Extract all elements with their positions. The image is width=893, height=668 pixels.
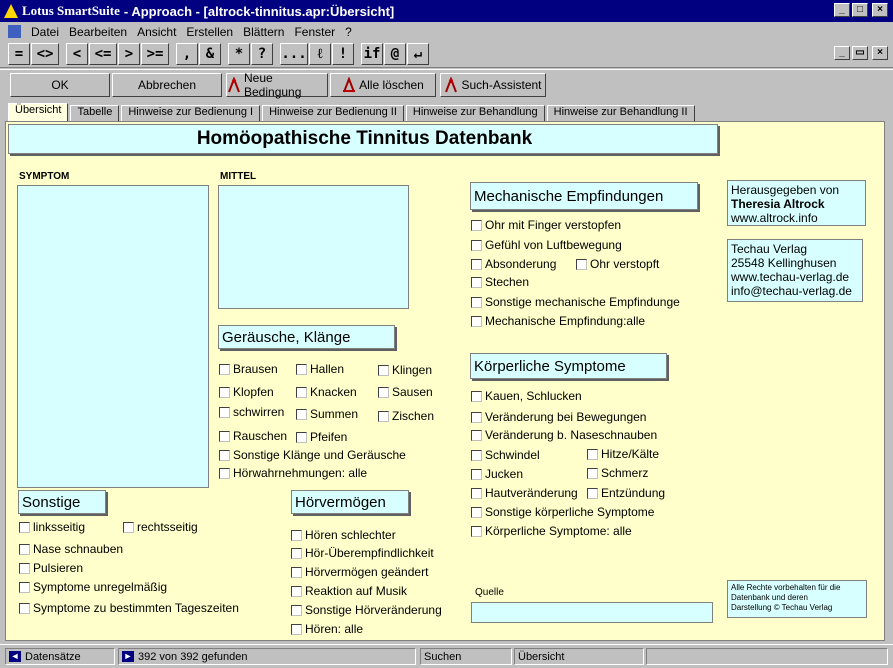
hoervermoegen-header: Hörvermögen [291,490,409,514]
symbol-enter-button[interactable]: ↵ [407,43,429,65]
records-field[interactable]: ◄ Datensätze [5,648,115,665]
assistant-icon [444,77,458,93]
view-field[interactable]: Übersicht [514,648,644,665]
search-assistant-label: Such-Assistent [461,78,542,92]
symbol-ampersand-button[interactable]: & [199,43,221,65]
cb-knacken[interactable]: Knacken [296,385,357,399]
verlag-box: Techau Verlag 25548 Kellinghusen www.techau-verlag.de info@techau-verlag.de [727,239,863,302]
cb-entzuendung[interactable]: Entzündung [587,486,665,500]
doc-minimize-button[interactable]: _ [834,46,850,60]
symbol-ellipsis-button[interactable]: ... [280,43,308,65]
cb-schwindel[interactable]: Schwindel [471,448,540,462]
mittel-label: MITTEL [220,171,257,182]
cb-hoer-ueberempfindlichkeit[interactable]: Hör-Überempfindlichkeit [291,546,434,560]
cb-rechtsseitig[interactable]: rechtsseitig [123,520,198,534]
cb-sonstige-mechanisch[interactable]: Sonstige mechanische Empfindunge [471,295,680,309]
mittel-field[interactable] [218,185,409,309]
doc-close-button[interactable]: × [872,46,888,60]
form-title: Homöopathische Tinnitus Datenbank [8,124,718,154]
mechanisch-header: Mechanische Empfindungen [470,182,698,210]
menu-blaettern[interactable]: Blättern [243,24,285,39]
cb-hoerwahrnehmungen-alle[interactable]: Hörwahrnehmungen: alle [219,466,367,480]
mode-field[interactable]: Suchen [420,648,512,665]
doc-icon[interactable] [8,25,21,38]
copyright-box: Alle Rechte vorbehalten für die Datenbank und deren Darstellung © Techau Verlag [727,580,867,618]
cb-symptome-unregelmaessig[interactable]: Symptome unregelmäßig [19,580,179,594]
cb-hoeren-alle[interactable]: Hören: alle [291,622,363,636]
geraeusche-header: Geräusche, Klänge [218,325,395,349]
action-bar [0,69,893,99]
cb-sonstige-klaenge[interactable]: Sonstige Klänge und Geräusche [219,448,406,462]
cb-hallen[interactable]: Hallen [296,362,344,376]
menu-bearbeiten[interactable]: Bearbeiten [69,24,128,39]
ok-button[interactable]: OK [10,73,110,97]
symbol-toolbar [0,41,893,68]
symbol-equals-button[interactable]: = [8,43,30,65]
cb-stechen[interactable]: Stechen [471,275,529,289]
cancel-button[interactable]: Abbrechen [112,73,222,97]
window-title: - Approach - [altrock-tinnitus.apr:Übersicht] [123,3,395,19]
cb-hitze-kaelte[interactable]: Hitze/Kälte [587,447,659,461]
menu-datei[interactable]: Datei [31,24,60,39]
cb-klopfen[interactable]: Klopfen [219,385,274,399]
cb-reaktion-musik[interactable]: Reaktion auf Musik [291,584,407,598]
condition-icon [227,77,241,93]
tab-behandlung-1[interactable]: Hinweise zur Behandlung [406,105,545,122]
app-icon [4,4,18,18]
quelle-label: Quelle [475,587,504,598]
symbol-exclaim-button[interactable]: ! [332,43,354,65]
sonstige-header: Sonstige [18,490,106,514]
tab-behandlung-2[interactable]: Hinweise zur Behandlung II [547,105,695,122]
koerperlich-header: Körperliche Symptome [470,353,667,379]
cb-ohr-finger[interactable]: Ohr mit Finger verstopfen [471,218,621,232]
cb-ohr-verstopft[interactable]: Ohr verstopft [576,257,659,271]
symbol-gt-button[interactable]: > [118,43,140,65]
view-tabs [0,102,893,122]
symbol-at-button[interactable]: @ [384,43,406,65]
cb-absonderung[interactable]: Absonderung [471,257,556,271]
symbol-asterisk-button[interactable]: * [228,43,250,65]
new-condition-label: Neue Bedingung [244,71,302,99]
cb-brausen[interactable]: Brausen [219,362,278,376]
cb-koerperlich-alle[interactable]: Körperliche Symptome: alle [471,524,632,538]
records-icon: ◄ [10,651,20,661]
find-form [5,121,885,641]
cb-sonstige-koerperlich[interactable]: Sonstige körperliche Symptome [471,505,654,519]
symbol-lt-button[interactable]: < [66,43,88,65]
tab-tabelle[interactable]: Tabelle [70,105,119,122]
new-condition-button[interactable] [226,73,328,97]
maximize-button[interactable]: □ [852,3,868,17]
search-assistant-button[interactable] [440,73,546,97]
cb-klingen[interactable]: Klingen [378,363,432,377]
minimize-button[interactable]: _ [834,3,850,17]
cb-pulsieren[interactable]: Pulsieren [19,561,83,575]
found-field[interactable]: ► 392 von 392 gefunden [118,648,416,665]
cb-sonstige-hoerveraenderung[interactable]: Sonstige Hörveränderung [291,603,442,617]
cb-linksseitig[interactable]: linksseitig [19,520,85,534]
cb-summen[interactable]: Summen [296,407,358,421]
cb-mechanisch-alle[interactable]: Mechanische Empfindung:alle [471,314,645,328]
cb-rauschen[interactable]: Rauschen [219,429,287,443]
cb-zischen[interactable]: Zischen [378,409,434,423]
symbol-soundslike-button[interactable]: ℓ [309,43,331,65]
cb-symptome-tageszeiten[interactable]: Symptome zu bestimmten Tageszeiten [19,601,239,615]
delete-all-label: Alle löschen [359,78,424,92]
symptom-label: SYMPTOM [19,171,70,182]
symbol-gte-button[interactable]: >= [141,43,169,65]
status-bar [0,644,893,666]
symbol-if-button[interactable]: if [361,43,383,65]
cb-hoeren-schlechter[interactable]: Hören schlechter [291,528,396,542]
cb-sausen[interactable]: Sausen [378,385,433,399]
cb-schmerz[interactable]: Schmerz [587,466,648,480]
menu-ansicht[interactable]: Ansicht [137,24,177,39]
quelle-field[interactable] [471,602,713,623]
delete-icon [342,77,356,93]
cb-luftbewegung[interactable]: Gefühl von Luftbewegung [471,238,622,252]
menu-fenster[interactable]: Fenster [294,24,336,39]
title-bar [0,0,893,22]
tab-uebersicht[interactable]: Übersicht [8,103,68,122]
tab-bedienung-1[interactable]: Hinweise zur Bedienung I [121,105,260,122]
publisher-box: Herausgegeben von Theresia Altrock www.altrock.info [727,180,866,226]
delete-all-button[interactable] [330,73,436,97]
navigate-icon: ► [123,651,133,661]
menu-help[interactable]: ? [345,24,352,39]
cb-veraenderung-bewegungen[interactable]: Veränderung bei Bewegungen [471,410,646,424]
app-name: Lotus SmartSuite [22,3,120,18]
menu-erstellen[interactable]: Erstellen [186,24,234,39]
cb-hoervermoegen-geaendert[interactable]: Hörvermögen geändert [291,565,428,579]
cb-schwirren[interactable]: schwirren [219,405,284,419]
symptom-field[interactable] [17,185,209,488]
cb-pfeifen[interactable]: Pfeifen [296,430,347,444]
doc-restore-button[interactable]: ▭ [852,46,868,60]
symbol-notequal-button[interactable]: <> [31,43,59,65]
symbol-lte-button[interactable]: <= [89,43,117,65]
close-button[interactable]: × [872,3,888,17]
cb-hautveraenderung[interactable]: Hautveränderung [471,486,578,500]
cb-nase-schnauben[interactable]: Nase schnauben [19,542,123,556]
symbol-question-button[interactable]: ? [251,43,273,65]
status-empty-field [646,648,888,665]
cb-veraenderung-naseschnauben[interactable]: Veränderung b. Naseschnauben [471,428,657,442]
cb-jucken[interactable]: Jucken [471,467,523,481]
cb-kauen-schlucken[interactable]: Kauen, Schlucken [471,389,582,403]
symbol-comma-button[interactable]: , [176,43,198,65]
tab-bedienung-2[interactable]: Hinweise zur Bedienung II [262,105,404,122]
